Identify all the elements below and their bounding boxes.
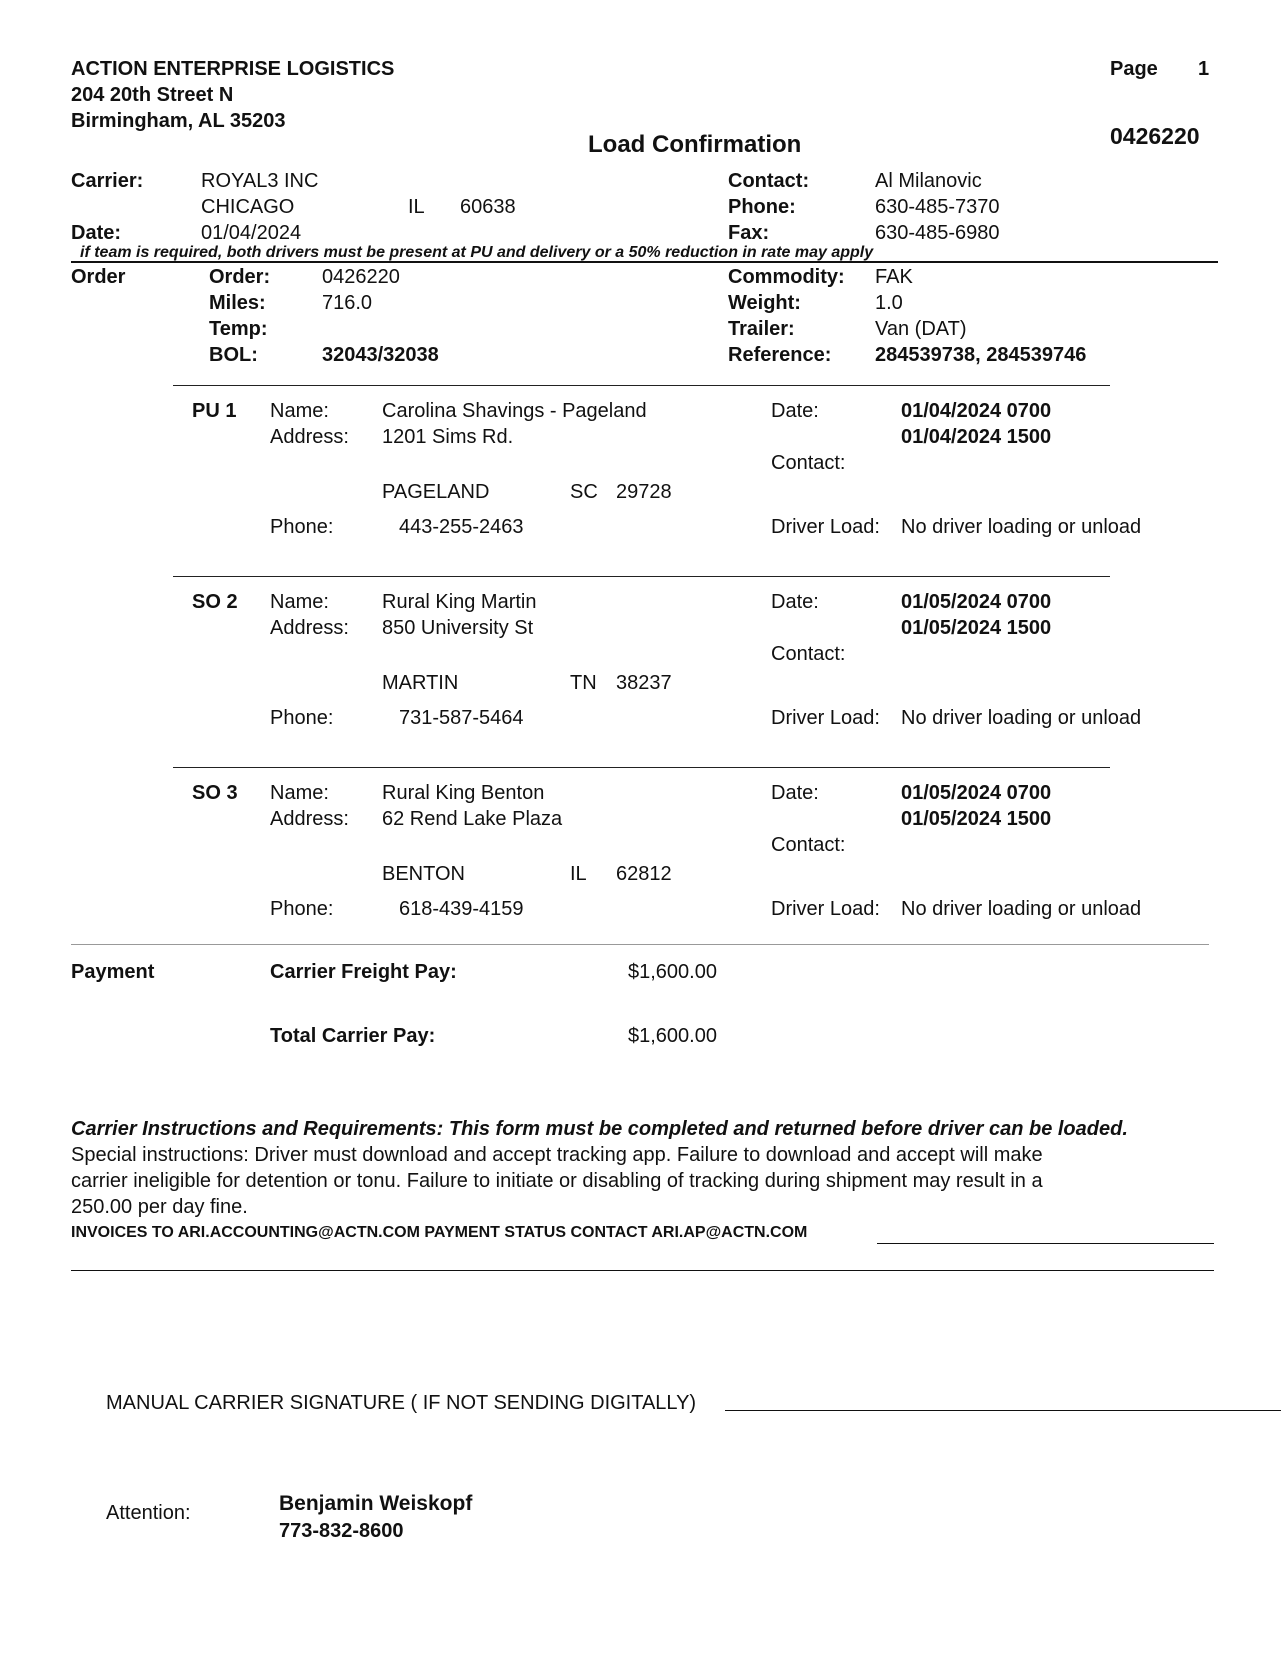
stop-address-label: Address: — [270, 426, 349, 448]
stop-date-label: Date: — [771, 591, 819, 613]
stop-name-label: Name: — [270, 782, 329, 804]
stop-code: PU 1 — [192, 400, 237, 422]
stop-address-label: Address: — [270, 808, 349, 830]
stop-driver-load: No driver loading or unload — [901, 516, 1142, 538]
invoices-notice: INVOICES TO ARI.ACCOUNTING@ACTN.COM PAYMENT STATUS CONTACT ARI.AP@ACTN.COM — [71, 1224, 808, 1241]
stop-address: 62 Rend Lake Plaza — [382, 808, 563, 830]
fax-label: Fax: — [728, 222, 770, 244]
instructions-line: carrier ineligible for detention or tonu. Failure to initiate or disabling of tracking during shipment may result in a — [71, 1170, 1043, 1192]
stop-name: Rural King Martin — [382, 591, 537, 613]
stop-phone: 731-587-5464 — [399, 707, 524, 729]
stop-city: PAGELAND — [382, 481, 490, 503]
total-pay-label: Total Carrier Pay: — [270, 1025, 436, 1047]
company-name: ACTION ENTERPRISE LOGISTICS — [71, 58, 395, 80]
reference-value: 284539738, 284539746 — [875, 344, 1087, 366]
stop-zip: 29728 — [616, 481, 672, 503]
invoices-underline — [877, 1243, 1214, 1244]
reference-label: Reference: — [728, 344, 832, 366]
order-value: 0426220 — [322, 266, 400, 288]
divider-line — [71, 261, 1218, 263]
stop-date-to: 01/05/2024 1500 — [901, 808, 1052, 830]
stop-phone: 618-439-4159 — [399, 898, 524, 920]
stop-phone-label: Phone: — [270, 707, 334, 729]
stop-phone-label: Phone: — [270, 516, 334, 538]
stop-code: SO 2 — [192, 591, 238, 613]
carrier-zip: 60638 — [460, 196, 516, 218]
stop-divider — [173, 576, 1110, 577]
bol-label: BOL: — [209, 344, 258, 366]
carrier-name: ROYAL3 INC — [201, 170, 319, 192]
payment-section-label: Payment — [71, 961, 155, 983]
attention-name: Benjamin Weiskopf — [279, 1492, 473, 1515]
divider-line — [71, 944, 1209, 945]
stop-divider — [173, 767, 1110, 768]
stop-contact-label: Contact: — [771, 452, 846, 474]
stop-zip: 38237 — [616, 672, 672, 694]
contact-phone: 630-485-7370 — [875, 196, 1000, 218]
commodity-label: Commodity: — [728, 266, 845, 288]
bol-value: 32043/32038 — [322, 344, 439, 366]
document-title: Load Confirmation — [588, 131, 802, 158]
stop-name: Carolina Shavings - Pageland — [382, 400, 647, 422]
stop-driver-load-label: Driver Load: — [771, 898, 880, 920]
stop-state: SC — [570, 481, 598, 503]
stop-code: SO 3 — [192, 782, 238, 804]
carrier-date: 01/04/2024 — [201, 222, 302, 244]
stop-city: BENTON — [382, 863, 465, 885]
stop-date-from: 01/05/2024 0700 — [901, 591, 1052, 613]
order-label: Order: — [209, 266, 271, 288]
company-street: 204 20th Street N — [71, 84, 234, 106]
stop-phone: 443-255-2463 — [399, 516, 524, 538]
stop-contact-label: Contact: — [771, 643, 846, 665]
weight-label: Weight: — [728, 292, 801, 314]
stop-date-label: Date: — [771, 400, 819, 422]
stop-driver-load: No driver loading or unload — [901, 898, 1142, 920]
page-number: 1 — [1198, 58, 1210, 80]
stop-name: Rural King Benton — [382, 782, 545, 804]
stop-city: MARTIN — [382, 672, 459, 694]
stop-driver-load: No driver loading or unload — [901, 707, 1142, 729]
stop-phone-label: Phone: — [270, 898, 334, 920]
temp-label: Temp: — [209, 318, 268, 340]
stop-date-from: 01/04/2024 0700 — [901, 400, 1052, 422]
stop-zip: 62812 — [616, 863, 672, 885]
stop-date-from: 01/05/2024 0700 — [901, 782, 1052, 804]
stop-address-label: Address: — [270, 617, 349, 639]
document-number: 0426220 — [1110, 123, 1200, 149]
contact-name: Al Milanovic — [875, 170, 982, 192]
instructions-line: Special instructions: Driver must download and accept tracking app. Failure to download and accept will make — [71, 1144, 1043, 1166]
phone-label: Phone: — [728, 196, 796, 218]
stop-state: IL — [570, 863, 587, 885]
instructions-line: 250.00 per day fine. — [71, 1196, 248, 1218]
stop-date-label: Date: — [771, 782, 819, 804]
miles-value: 716.0 — [322, 292, 373, 314]
instructions-heading: Carrier Instructions and Requirements: This form must be completed and returned before driver can be loaded. — [71, 1118, 1128, 1140]
order-section-label: Order — [71, 266, 126, 288]
commodity-value: FAK — [875, 266, 913, 288]
contact-fax: 630-485-6980 — [875, 222, 1000, 244]
freight-pay-label: Carrier Freight Pay: — [270, 961, 457, 983]
total-pay-value: $1,600.00 — [628, 1025, 717, 1047]
divider-line — [71, 1270, 1214, 1271]
stop-driver-load-label: Driver Load: — [771, 707, 880, 729]
attention-label: Attention: — [106, 1502, 191, 1524]
page-label: Page — [1110, 58, 1158, 80]
stop-driver-load-label: Driver Load: — [771, 516, 880, 538]
stop-state: TN — [570, 672, 597, 694]
stop-contact-label: Contact: — [771, 834, 846, 856]
trailer-value: Van (DAT) — [875, 318, 967, 340]
stop-address: 850 University St — [382, 617, 534, 639]
company-city: Birmingham, AL 35203 — [71, 110, 286, 132]
trailer-label: Trailer: — [728, 318, 795, 340]
stop-name-label: Name: — [270, 400, 329, 422]
weight-value: 1.0 — [875, 292, 903, 314]
team-notice: if team is required, both drivers must be present at PU and delivery or a 50% reduction in rate may apply — [80, 244, 874, 261]
stop-name-label: Name: — [270, 591, 329, 613]
miles-label: Miles: — [209, 292, 266, 314]
stop-date-to: 01/04/2024 1500 — [901, 426, 1052, 448]
carrier-state: IL — [408, 196, 425, 218]
carrier-city: CHICAGO — [201, 196, 295, 218]
carrier-label: Carrier: — [71, 170, 144, 192]
stop-address: 1201 Sims Rd. — [382, 426, 514, 448]
date-label: Date: — [71, 222, 122, 244]
stop-divider — [173, 385, 1110, 386]
contact-label: Contact: — [728, 170, 810, 192]
signature-label: MANUAL CARRIER SIGNATURE ( IF NOT SENDING DIGITALLY) — [106, 1392, 697, 1414]
signature-line[interactable] — [725, 1410, 1281, 1411]
freight-pay-value: $1,600.00 — [628, 961, 717, 983]
stop-date-to: 01/05/2024 1500 — [901, 617, 1052, 639]
attention-phone: 773-832-8600 — [279, 1520, 404, 1542]
